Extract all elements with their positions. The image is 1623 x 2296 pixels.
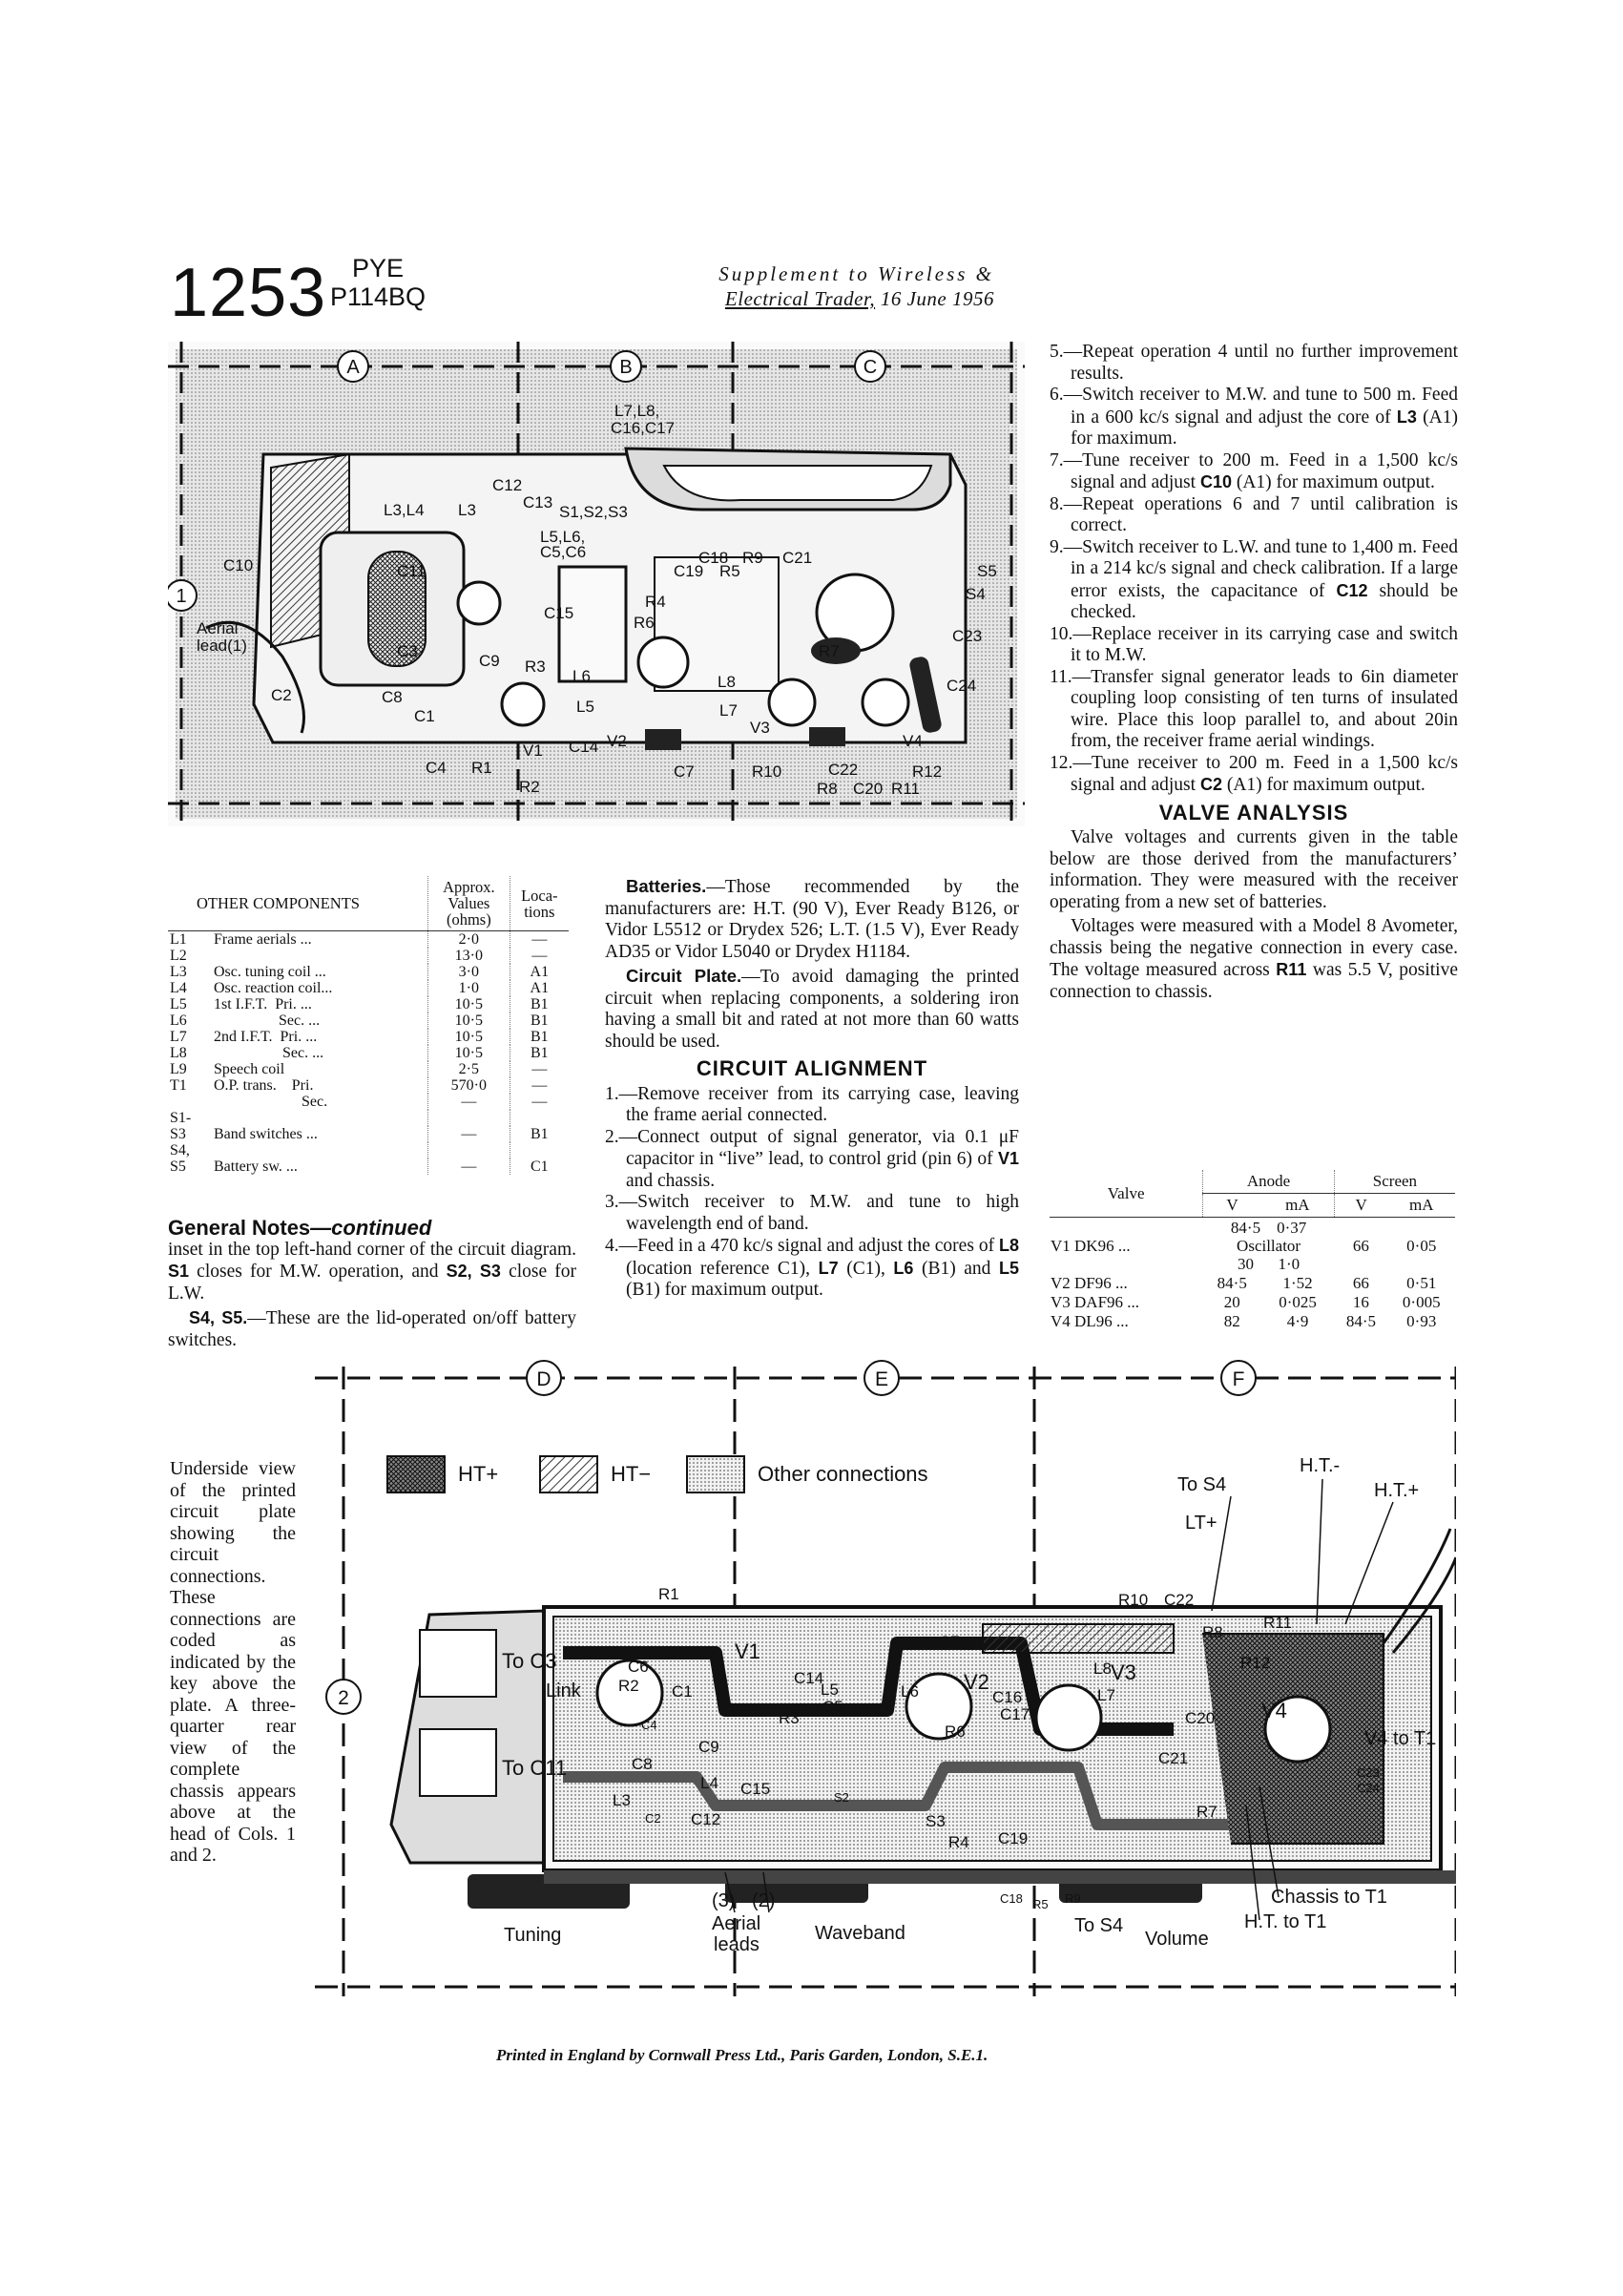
label-c15: C15 — [544, 604, 574, 622]
batteries-paragraph: Batteries.—Those recommended by the manufacturers are: H.T. (90 V), Ever Ready B126, or Vidor L5512 or Drydex 526; L.T. (1.5 V), Ever Ready AD35 or Vidor L5040 or Drydex H1184. — [605, 876, 1019, 962]
label-s4: S4 — [966, 585, 986, 603]
screen-ma: 0·05 — [1406, 1236, 1437, 1255]
label-r12: R12 — [912, 762, 943, 781]
component-value: — — [428, 1126, 510, 1142]
label-v4: V4 — [903, 732, 923, 750]
screen-v: 66 — [1352, 1274, 1369, 1292]
component-location: A1 — [530, 980, 550, 996]
component-row — [168, 948, 569, 964]
label-waveband: Waveband — [815, 1923, 905, 1944]
valve-analysis-p2: Voltages were measured with a Model 8 Avometer, chassis being the negative connection in every case. The voltage measured across R11 was 5.5 V, positive connection to chassis. — [1050, 916, 1458, 1002]
key-ht-minus-label: HT− — [611, 1462, 652, 1486]
label-r10: R10 — [752, 762, 782, 781]
label-chassis-to-t1: Chassis to T1 — [1271, 1887, 1387, 1908]
screen-v-header: V — [1334, 1194, 1387, 1218]
alignment-step-12: 12.—Tune receiver to 200 m. Feed in a 1,500 kc/s signal and adjust C2 (A1) for maximum output. — [1050, 752, 1458, 795]
label-v1: V1 — [735, 1639, 760, 1663]
label-r3: R3 — [525, 657, 546, 676]
label-s3: S3 — [926, 1812, 946, 1830]
component-name: 2nd I.F.T. Pri. ... — [214, 1029, 318, 1045]
component-name: Sec. ... — [214, 1012, 321, 1029]
key-ht-plus-swatch — [387, 1456, 445, 1492]
component-location: C1 — [530, 1158, 549, 1175]
component-location: — — [531, 1094, 548, 1110]
alignment-step-3: 3.—Switch receiver to M.W. and tune to high wavelength end of band. — [605, 1192, 1019, 1234]
make: PYE — [352, 254, 405, 282]
component-value: 10·5 — [428, 996, 510, 1012]
component-name: Battery sw. ... — [214, 1158, 298, 1175]
valve-table — [1050, 1170, 1455, 1331]
model-number: P114BQ — [330, 282, 427, 311]
middle-column — [605, 876, 1019, 1302]
underside-circuit-drawing — [315, 1328, 1456, 1996]
supplement-line-1: Supplement to Wireless & — [718, 262, 994, 285]
label-c1: C1 — [414, 707, 435, 725]
grid-row-2: 2 — [338, 1687, 349, 1709]
label-v3: V3 — [750, 719, 770, 737]
label-c21: C21 — [1158, 1749, 1189, 1767]
label-c20: C20 — [1185, 1709, 1216, 1727]
grid-col-a: A — [346, 357, 360, 378]
label-r5: R5 — [719, 562, 740, 580]
anode-v: 82 — [1223, 1312, 1240, 1330]
component-value: 2·5 — [428, 1061, 510, 1077]
valve-analysis-heading: VALVE ANALYSIS — [1158, 800, 1349, 824]
label-c22: C22 — [828, 761, 859, 779]
component-location: — — [531, 1061, 548, 1077]
component-row — [168, 1158, 569, 1175]
label-to-s4-bottom: To S4 — [1074, 1915, 1124, 1936]
component-value — [428, 1142, 510, 1158]
component-location: B1 — [530, 1012, 549, 1029]
anode-v-header: V — [1203, 1194, 1261, 1218]
component-ref: L7 — [170, 1029, 187, 1045]
component-name — [212, 1142, 428, 1158]
component-location: B1 — [530, 996, 549, 1012]
component-name: Band switches ... — [214, 1126, 318, 1142]
other-components-table — [168, 876, 569, 1175]
label-r6: R6 — [634, 614, 655, 632]
label-r1: R1 — [658, 1585, 679, 1603]
anode-ma: 4·9 — [1286, 1312, 1309, 1330]
component-row — [168, 996, 569, 1012]
label-c4: C4 — [426, 759, 447, 777]
grid-col-e: E — [874, 1368, 889, 1390]
component-location: B1 — [530, 1126, 549, 1142]
label-tuning: Tuning — [504, 1925, 562, 1946]
component-location: B1 — [530, 1029, 549, 1045]
label-c2: C2 — [271, 686, 292, 704]
component-name: Osc. reaction coil... — [214, 980, 333, 996]
label-c11: C11 — [397, 562, 426, 580]
label-lt-plus: LT+ — [1185, 1513, 1217, 1534]
label-r1: R1 — [471, 759, 492, 777]
component-row — [168, 1126, 569, 1142]
component-value: — — [428, 1158, 510, 1175]
circuit-plate-drawing — [391, 1529, 1456, 1909]
component-ref: S3 — [170, 1126, 186, 1142]
label-r3: R3 — [779, 1709, 800, 1727]
figure-caption: Underside view of the printed circuit plate showing the circuit connections. These connections are coded as indicated by the key above the plate. A three-quarter rear view of the complete chassis appears above at the head of Cols. 1 and 2. — [170, 1458, 296, 1866]
component-value: 10·5 — [428, 1029, 510, 1045]
component-row — [168, 931, 569, 949]
general-notes-heading: General Notes—continued — [168, 1216, 432, 1240]
component-ref: L5 — [170, 996, 187, 1012]
label-c9: C9 — [698, 1738, 719, 1756]
component-value: 2·0 — [428, 931, 510, 949]
component-ref: L3 — [170, 964, 187, 980]
label-aerial-2: (2) — [752, 1890, 776, 1911]
label-v2: V2 — [964, 1670, 989, 1694]
component-location: — — [531, 948, 548, 964]
components-header-locations: Loca- tions — [510, 876, 569, 931]
component-row — [168, 1077, 569, 1094]
components-header-values: Approx. Values (ohms) — [428, 876, 510, 931]
label-r6: R6 — [945, 1722, 966, 1741]
alignment-step-10: 10.—Replace receiver in its carrying case and switch it to M.W. — [1050, 623, 1458, 665]
component-location: B1 — [530, 1045, 549, 1061]
label-r9: R9 — [742, 549, 763, 567]
grid-col-f: F — [1232, 1368, 1245, 1390]
label-c24: C24 — [1357, 1781, 1380, 1795]
issue-number: 1253 — [170, 255, 327, 331]
components-rows — [168, 931, 569, 1176]
label-l3-l4: L3,L4 — [384, 501, 425, 519]
label-c13: C13 — [523, 493, 553, 511]
valve-col-header: Valve — [1050, 1170, 1203, 1218]
general-notes-p1: inset in the top left-hand corner of the circuit diagram. S1 closes for M.W. operation, and S2, S3 close for L.W. — [168, 1239, 577, 1304]
component-name: Sec. — [214, 1094, 328, 1110]
component-ref: L2 — [170, 948, 187, 964]
component-ref: L1 — [170, 931, 187, 948]
chassis-rear-view-figure — [168, 342, 1025, 826]
grid-row-1: 1 — [176, 586, 187, 607]
valve-name: V1 DK96 ... — [1051, 1236, 1131, 1255]
label-l3: L3 — [458, 501, 476, 519]
label-aerial: Aerial — [197, 619, 239, 637]
label-aerial-lead: lead(1) — [197, 637, 247, 655]
label-l5: L5 — [576, 698, 594, 716]
component-value: 3·0 — [428, 964, 510, 980]
label-r4: R4 — [948, 1833, 969, 1851]
v1-anode-values: 84·5 0·37 Oscillator 30 1·0 — [1230, 1219, 1307, 1273]
label-l7-l8: L7,L8, — [614, 402, 660, 420]
anode-v: 20 — [1223, 1293, 1240, 1311]
general-notes-p2: S4, S5.—These are the lid-operated on/off battery switches. — [168, 1308, 576, 1350]
label-c9: C9 — [479, 652, 500, 670]
component-ref: L4 — [170, 980, 187, 996]
component-ref: S1- — [170, 1110, 192, 1126]
alignment-step-8: 8.—Repeat operations 6 and 7 until calibration is correct. — [1050, 493, 1458, 535]
label-r2: R2 — [618, 1677, 639, 1695]
label-l8: L8 — [718, 673, 736, 691]
component-location — [510, 1110, 569, 1126]
label-r11: R11 — [891, 780, 920, 798]
label-c7: C7 — [674, 762, 695, 781]
component-row — [168, 1061, 569, 1077]
component-value: 10·5 — [428, 1045, 510, 1061]
key-other-label: Other connections — [758, 1462, 928, 1486]
label-c6: C6 — [628, 1658, 649, 1676]
model-block — [330, 254, 426, 311]
component-value: 1·0 — [428, 980, 510, 996]
component-ref — [168, 1094, 212, 1110]
component-ref: S4, — [170, 1142, 190, 1158]
component-name: Frame aerials ... — [214, 931, 312, 948]
label-l4: L4 — [700, 1774, 718, 1792]
label-c23: C23 — [1357, 1765, 1380, 1780]
label-v4-to-t1: V4 to T1 — [1364, 1728, 1437, 1749]
label-r8: R8 — [817, 780, 838, 798]
screen-ma: 0·93 — [1406, 1312, 1437, 1330]
valve-name: V2 DF96 ... — [1051, 1274, 1128, 1292]
chassis-rear-view-drawing — [168, 342, 1025, 826]
alignment-step-1: 1.—Remove receiver from its carrying case, leaving the frame aerial connected. — [605, 1083, 1019, 1125]
label-l5: L5 — [821, 1680, 839, 1699]
component-name: Speech coil — [214, 1061, 285, 1077]
label-c8: C8 — [382, 688, 403, 706]
label-c4: C4 — [641, 1718, 657, 1732]
component-value: 13·0 — [428, 948, 510, 964]
label-ht-minus: H.T.- — [1300, 1455, 1341, 1476]
label-c10: C10 — [223, 556, 254, 574]
underside-circuit-figure — [315, 1328, 1456, 1996]
label-c14: C14 — [794, 1669, 824, 1687]
label-v4: V4 — [1261, 1699, 1287, 1722]
screen-col-header: Screen — [1334, 1170, 1455, 1194]
label-r11: R11 — [1263, 1614, 1292, 1632]
key-legend — [387, 1456, 928, 1492]
alignment-step-4: 4.—Feed in a 470 kc/s signal and adjust the cores of L8 (location reference C1), L7 (C1), L6 (B1) and L5 (B1) for maximum output. — [605, 1236, 1020, 1300]
valve-row-v1 — [1050, 1218, 1455, 1275]
grid-col-d: D — [536, 1368, 551, 1390]
label-r10: R10 — [1118, 1591, 1149, 1609]
component-value: 570·0 — [428, 1077, 510, 1094]
anode-ma-header: mA — [1261, 1194, 1335, 1218]
screen-ma-header: mA — [1387, 1194, 1455, 1218]
anode-ma: 1·52 — [1282, 1274, 1313, 1292]
label-r12: R12 — [1240, 1654, 1271, 1672]
right-column — [1050, 342, 1458, 1006]
label-c8: C8 — [632, 1755, 653, 1773]
label-r7: R7 — [819, 642, 840, 660]
label-c12: C12 — [691, 1810, 721, 1828]
component-name: Osc. tuning coil ... — [214, 964, 326, 980]
label-c3: C3 — [397, 642, 418, 660]
screen-ma: 0·005 — [1402, 1293, 1441, 1311]
label-c5: C5 — [822, 1698, 843, 1716]
valve-name: V3 DAF96 ... — [1051, 1293, 1140, 1311]
supplement-line — [641, 261, 994, 311]
component-name — [212, 1110, 428, 1126]
anode-col-header: Anode — [1203, 1170, 1335, 1194]
label-c14: C14 — [569, 738, 599, 756]
alignment-step-5: 5.—Repeat operation 4 until no further improvement results. — [1050, 342, 1458, 384]
component-value — [428, 1110, 510, 1126]
component-row — [168, 1029, 569, 1045]
component-row — [168, 1045, 569, 1061]
component-name — [212, 948, 428, 964]
component-location: A1 — [530, 964, 550, 980]
label-link: Link — [546, 1680, 581, 1701]
label-l5-l6: L5,L6, — [540, 528, 586, 546]
valve-name: V4 DL96 ... — [1051, 1312, 1129, 1330]
component-ref: L6 — [170, 1012, 187, 1029]
screen-v: 16 — [1352, 1293, 1369, 1311]
key-ht-plus-label: HT+ — [458, 1462, 499, 1486]
component-row — [168, 1142, 569, 1158]
label-to-c11: To C11 — [502, 1756, 568, 1780]
grid-col-b: B — [619, 357, 633, 378]
label-l7: L7 — [719, 701, 738, 720]
label-s5: S5 — [977, 562, 997, 580]
screen-v: 84·5 — [1345, 1312, 1377, 1330]
label-c7: C7 — [939, 1633, 960, 1651]
component-name: 1st I.F.T. Pri. ... — [214, 996, 312, 1012]
label-c18: C18 — [698, 549, 729, 567]
alignment-step-2: 2.—Connect output of signal generator, via 0.1 μF capacitor in “live” lead, to control grid (pin 6) of V1 and chassis. — [605, 1126, 1019, 1191]
label-aerial-3: (3) — [712, 1890, 736, 1911]
alignment-step-7: 7.—Tune receiver to 200 m. Feed in a 1,500 kc/s signal and adjust C10 (A1) for maximum output. — [1050, 449, 1458, 492]
component-location: — — [531, 1077, 548, 1094]
component-row — [168, 1094, 569, 1110]
component-value: — — [428, 1094, 510, 1110]
label-l7: L7 — [1097, 1686, 1115, 1704]
label-c18: C18 — [1000, 1891, 1023, 1906]
label-v1: V1 — [523, 741, 543, 760]
component-row — [168, 964, 569, 980]
valve-row-v2 — [1050, 1274, 1455, 1293]
label-c24: C24 — [947, 677, 977, 695]
label-c15: C15 — [740, 1780, 771, 1798]
component-location — [510, 1142, 569, 1158]
label-volume: Volume — [1145, 1929, 1209, 1950]
label-ht-to-t1: H.T. to T1 — [1244, 1911, 1327, 1932]
anode-ma: 0·025 — [1279, 1293, 1317, 1311]
label-v2: V2 — [607, 732, 627, 750]
component-row — [168, 1110, 569, 1126]
alignment-step-6: 6.—Switch receiver to M.W. and tune to 500 m. Feed in a 600 kc/s signal and adjust the core of L3 (A1) for maximum. — [1050, 385, 1458, 449]
label-r5: R5 — [1032, 1897, 1049, 1911]
label-r4: R4 — [645, 593, 666, 611]
label-ht-plus: H.T.+ — [1374, 1480, 1420, 1501]
circuit-plate-paragraph: Circuit Plate.—To avoid damaging the printed circuit when replacing components, a soldering iron having a small bit and rated at not more than 60 watts should be used. — [605, 966, 1019, 1052]
label-c22: C22 — [1164, 1591, 1195, 1609]
label-c16-c17: C16,C17 — [611, 419, 676, 437]
label-c23: C23 — [952, 627, 983, 645]
component-name: O.P. trans. Pri. — [214, 1077, 314, 1094]
label-r2: R2 — [519, 778, 540, 796]
label-c2: C2 — [645, 1811, 661, 1826]
component-ref: S5 — [170, 1158, 186, 1175]
label-l6: L6 — [901, 1682, 919, 1701]
component-row — [168, 980, 569, 996]
label-r8: R8 — [1202, 1623, 1223, 1641]
component-value: 10·5 — [428, 1012, 510, 1029]
label-c17: C17 — [1000, 1705, 1030, 1723]
label-c12: C12 — [492, 476, 523, 494]
label-l3: L3 — [613, 1791, 631, 1809]
label-to-c3: To C3 — [502, 1649, 557, 1673]
screen-v: 66 — [1352, 1236, 1369, 1255]
label-c16: C16 — [992, 1688, 1023, 1706]
label-leads: leads — [714, 1934, 759, 1955]
circuit-alignment-heading: CIRCUIT ALIGNMENT — [696, 1056, 928, 1080]
label-c20: C20 — [853, 780, 884, 798]
label-l6: L6 — [572, 667, 591, 685]
label-s2: S2 — [834, 1790, 849, 1805]
label-s1-s2-s3: S1,S2,S3 — [559, 503, 628, 521]
alignment-step-9: 9.—Switch receiver to L.W. and tune to 1,400 m. Feed in a 214 kc/s signal and check calibration. If a large error exists, the capacitance of C12 should be checked. — [1050, 536, 1459, 622]
component-ref: L8 — [170, 1045, 187, 1061]
label-c19: C19 — [674, 562, 704, 580]
label-c21: C21 — [782, 549, 813, 567]
label-c5-c6: C5,C6 — [540, 543, 587, 561]
component-row — [168, 1012, 569, 1029]
key-other-swatch — [687, 1456, 744, 1492]
label-c19: C19 — [998, 1829, 1029, 1847]
component-ref: T1 — [170, 1077, 187, 1094]
component-location: — — [531, 931, 548, 948]
anode-v: 84·5 — [1217, 1274, 1247, 1292]
valve-analysis-p1: Valve voltages and currents given in the table below are those derived from the manufacturers’ information. They were measured with the receiver operating from a new set of batteries. — [1050, 827, 1458, 912]
alignment-step-11: 11.—Transfer signal generator leads to 6in diameter coupling loop consisting of ten turns of insulated wire. Place this loop parallel to, and about 20in from, the receiver frame aerial windings. — [1050, 666, 1458, 751]
label-r7: R7 — [1196, 1803, 1217, 1821]
component-name: Sec. ... — [214, 1045, 324, 1061]
printer-footer: Printed in England by Cornwall Press Ltd., Paris Garden, London, S.E.1. — [496, 2046, 988, 2064]
label-to-s4-top: To S4 — [1177, 1474, 1227, 1495]
components-header-name: OTHER COMPONENTS — [168, 876, 428, 931]
label-aerial: Aerial — [712, 1913, 761, 1934]
label-r9: R9 — [1065, 1891, 1081, 1906]
label-l8: L8 — [1093, 1659, 1112, 1678]
screen-ma: 0·51 — [1406, 1274, 1437, 1292]
valve-row-v3 — [1050, 1293, 1455, 1312]
supplement-line-2: Electrical Trader, 16 June 1956 — [724, 287, 994, 310]
grid-col-c: C — [863, 357, 878, 378]
label-v3: V3 — [1111, 1660, 1136, 1684]
key-ht-minus-swatch — [540, 1456, 597, 1492]
component-ref: L9 — [170, 1061, 187, 1077]
label-c1: C1 — [672, 1682, 693, 1701]
